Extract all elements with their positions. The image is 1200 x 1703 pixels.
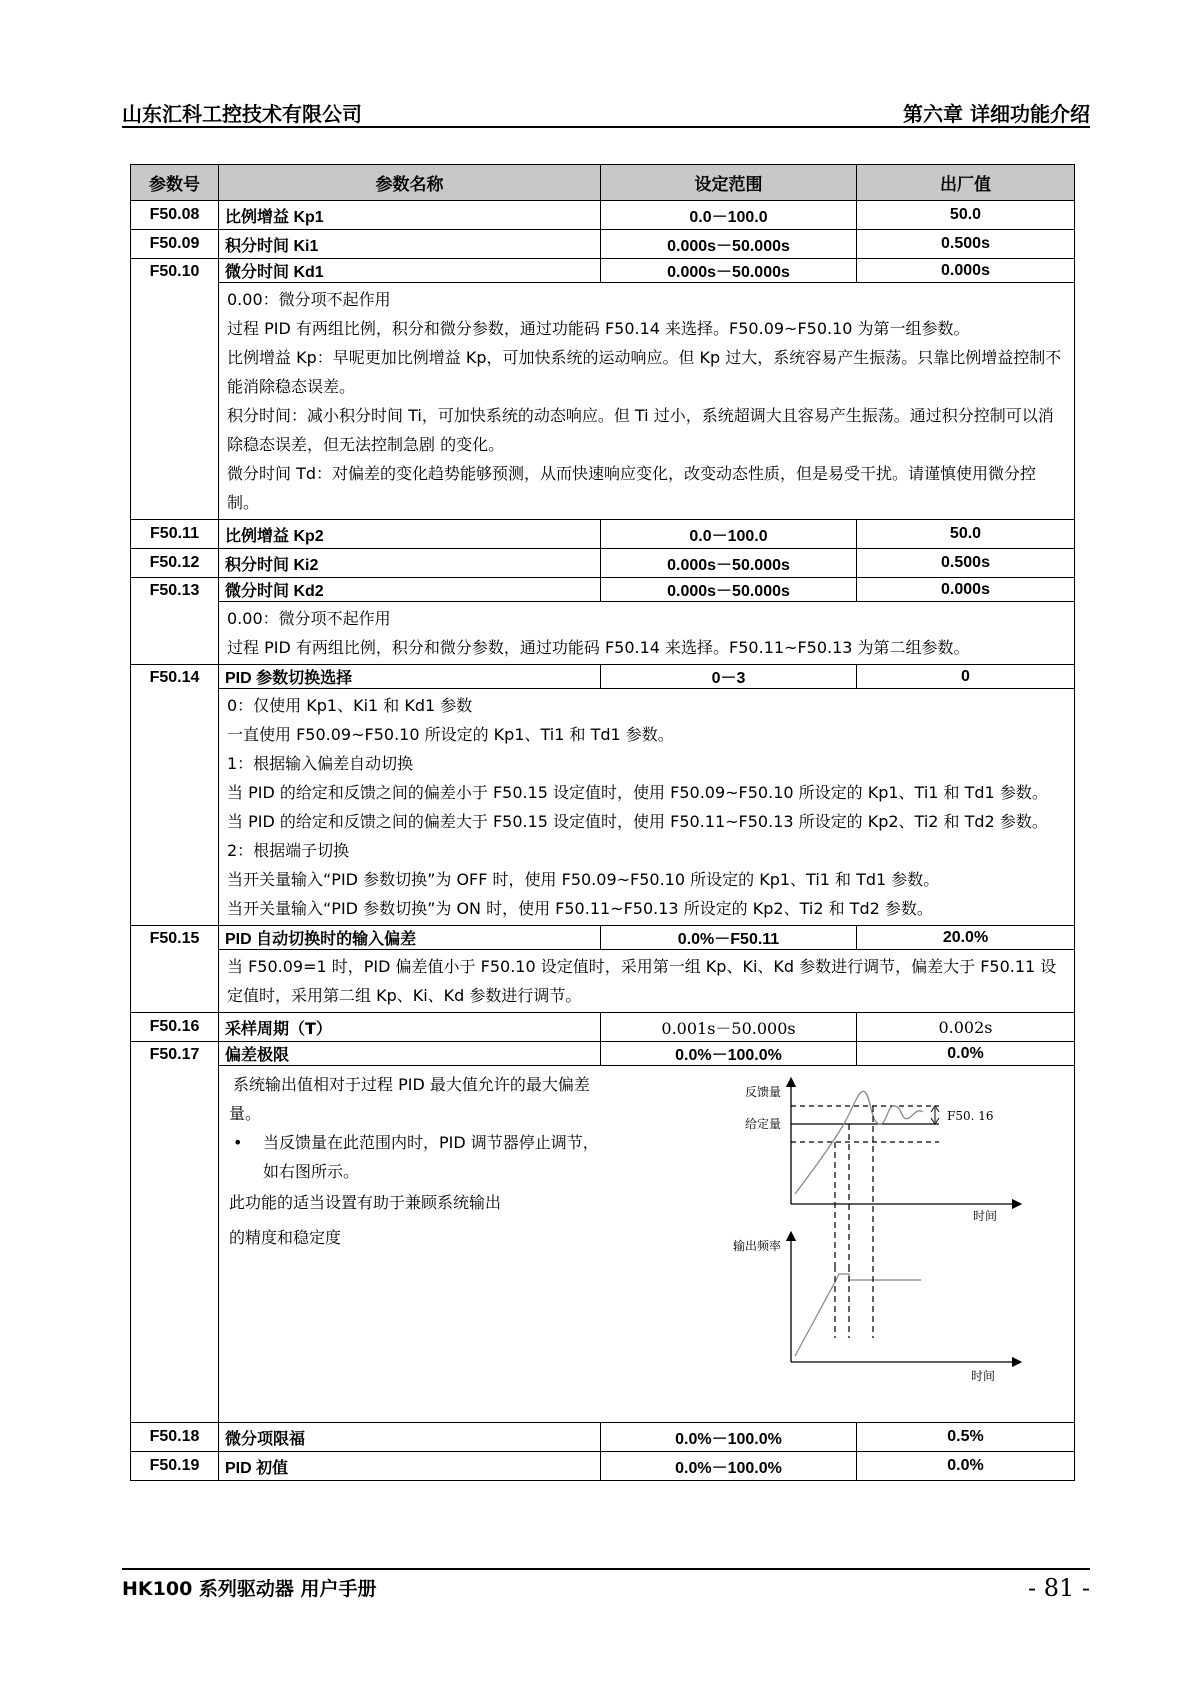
table-row — [131, 520, 1075, 549]
param-range: 0.0%－100.0% — [601, 1423, 857, 1452]
description-line: 比例增益 Kp：早呢更加比例增益 Kp，可加快系统的运动响应。但 Kp 过大，系统容易产生振荡。只靠比例增益控制不能消除稳态误差。 — [227, 348, 1062, 396]
description-row — [131, 689, 1075, 926]
param-default: 0.002s — [857, 1013, 1075, 1042]
description-cell — [219, 950, 1075, 1013]
description-line: 0：仅使用 Kp1、Ki1 和 Kd1 参数 — [227, 696, 473, 715]
description-line: 一直使用 F50.09~F50.10 所设定的 Kp1、Ti1 和 Td1 参数。 — [227, 725, 674, 744]
param-range: 0.0－100.0 — [601, 201, 857, 230]
param-name: 比例增益 Kp2 — [219, 520, 601, 549]
feedback-label: 反馈量 — [744, 1085, 781, 1099]
description-line: 0.00：微分项不起作用 — [227, 609, 391, 628]
param-name: 积分时间 Ki2 — [219, 549, 601, 578]
param-name: 积分时间 Ki1 — [219, 230, 601, 259]
description-line: 1：根据输入偏差自动切换 — [227, 754, 414, 773]
description-cell — [219, 689, 1075, 926]
table-row — [131, 259, 1075, 283]
header-code: 参数号 — [131, 165, 219, 201]
description-line: 当 F50.09=1 时，PID 偏差值小于 F50.10 设定值时，采用第一组 Kp、Ki、Kd 参数进行调节，偏差大于 F50.11 设定值时，采用第二组 Kp、Ki、Kd 参数进行调节。 — [227, 957, 1057, 1005]
param-default: 50.0 — [857, 201, 1075, 230]
time-label-top: 时间 — [973, 1209, 998, 1223]
description-line: 当 PID 的给定和反馈之间的偏差大于 F50.15 设定值时，使用 F50.11~F50.13 所设定的 Kp2、Ti2 和 Td2 参数。 — [227, 812, 1048, 831]
parameter-table — [130, 164, 1075, 1481]
description-line: 过程 PID 有两组比例，积分和微分参数，通过功能码 F50.14 来选择。F50.09~F50.10 为第一组参数。 — [227, 319, 970, 338]
table-row — [131, 549, 1075, 578]
description-row — [131, 950, 1075, 1013]
header-rule — [122, 126, 1090, 128]
table-row — [131, 1013, 1075, 1042]
description-line: 0.00：微分项不起作用 — [227, 290, 391, 309]
param-code: F50.09 — [131, 230, 219, 259]
description-line: 的精度和稳定度 — [229, 1228, 342, 1247]
param-code: F50.16 — [131, 1013, 219, 1042]
param-default: 0.000s — [857, 578, 1075, 602]
param-code: F50.13 — [131, 578, 219, 665]
description-line: 当开关量输入“PID 参数切换”为 OFF 时，使用 F50.09~F50.10 所设定的 Kp1、Ti1 和 Td1 参数。 — [227, 870, 940, 889]
table-header-row — [131, 165, 1075, 201]
param-default: 20.0% — [857, 926, 1075, 950]
param-default: 0.500s — [857, 549, 1075, 578]
table-row — [131, 926, 1075, 950]
description-line: 过程 PID 有两组比例，积分和微分参数，通过功能码 F50.14 来选择。F50.11~F50.13 为第二组参数。 — [227, 638, 970, 657]
param-code: F50.18 — [131, 1423, 219, 1452]
table-row — [131, 1042, 1075, 1066]
param-name: PID 初值 — [219, 1452, 601, 1481]
param-default: 0 — [857, 665, 1075, 689]
param-name: 微分项限福 — [219, 1423, 601, 1452]
description-cell — [219, 283, 1075, 520]
param-default: 0.0% — [857, 1452, 1075, 1481]
param-name: 采样周期（T） — [219, 1013, 601, 1042]
param-range: 0.0%－100.0% — [601, 1452, 857, 1481]
param-default: 0.5% — [857, 1423, 1075, 1452]
table-row — [131, 1452, 1075, 1481]
param-default: 0.000s — [857, 259, 1075, 283]
param-code: F50.11 — [131, 520, 219, 549]
description-row — [131, 602, 1075, 665]
param-range: 0.000s－50.000s — [601, 578, 857, 602]
param-default: 0.500s — [857, 230, 1075, 259]
param-range: 0.000s－50.000s — [601, 259, 857, 283]
description-line: 当开关量输入“PID 参数切换”为 ON 时，使用 F50.11~F50.13 所设定的 Kp2、Ti2 和 Td2 参数。 — [227, 899, 933, 918]
bullet-icon: • — [233, 1133, 243, 1152]
param-range: 0.001s－50.000s — [601, 1013, 857, 1042]
param-range: 0.0－100.0 — [601, 520, 857, 549]
output-frequency-label: 输出频率 — [732, 1239, 781, 1253]
description-cell — [219, 602, 1075, 665]
setpoint-label: 给定量 — [744, 1117, 781, 1131]
param-range: 0.000s－50.000s — [601, 230, 857, 259]
description-line: 微分时间 Td：对偏差的变化趋势能够预测，从而快速响应变化，改变动态性质，但是易受干扰。请谨慎使用微分控制。 — [227, 464, 1037, 512]
page-number: - 81 - — [1027, 1574, 1090, 1602]
description-line: 积分时间：减小积分时间 Ti，可加快系统的动态响应。但 Ti 过小，系统超调大且容易产生振荡。通过积分控制可以消除稳态误差，但无法控制急剧 的变化。 — [227, 406, 1054, 454]
description-line: 当 PID 的给定和反馈之间的偏差小于 F50.15 设定值时，使用 F50.09~F50.10 所设定的 Kp1、Ti1 和 Td1 参数。 — [227, 783, 1048, 802]
param-range: 0－3 — [601, 665, 857, 689]
param-code: F50.15 — [131, 926, 219, 1013]
param-code: F50.08 — [131, 201, 219, 230]
feedback-curve — [795, 1091, 923, 1194]
param-code: F50.19 — [131, 1452, 219, 1481]
description-line: 2：根据端子切换 — [227, 841, 350, 860]
param-range: 0.0%－100.0% — [601, 1042, 857, 1066]
table-row — [131, 665, 1075, 689]
param-code: F50.12 — [131, 549, 219, 578]
description-line: 当反馈量在此范围内时，PID 调节器停止调节，如右图所示。 — [263, 1133, 599, 1181]
deviation-limit-diagram — [709, 1066, 1039, 1416]
table-row — [131, 578, 1075, 602]
param-range: 0.000s－50.000s — [601, 549, 857, 578]
param-code: F50.10 — [131, 259, 219, 520]
time-label-bottom: 时间 — [971, 1369, 996, 1383]
bullet-item — [229, 1128, 609, 1186]
param-default: 50.0 — [857, 520, 1075, 549]
figure-cell — [219, 1066, 1075, 1423]
description-line: 此功能的适当设置有助于兼顾系统输出 — [229, 1193, 502, 1212]
param-range: 0.0%－F50.11 — [601, 926, 857, 950]
header-default: 出厂值 — [857, 165, 1075, 201]
header-range: 设定范围 — [601, 165, 857, 201]
param-code: F50.17 — [131, 1042, 219, 1423]
chapter-title: 第六章 详细功能介绍 — [903, 102, 1090, 126]
description-row — [131, 1066, 1075, 1423]
param-name: 微分时间 Kd1 — [219, 259, 601, 283]
table-row — [131, 201, 1075, 230]
footer-rule — [122, 1568, 1090, 1570]
description-row — [131, 283, 1075, 520]
param-default: 0.0% — [857, 1042, 1075, 1066]
table-row — [131, 230, 1075, 259]
f5016-label: F50. 16 — [947, 1109, 994, 1123]
manual-title: HK100 系列驱动器 用户手册 — [122, 1578, 377, 1600]
figure-description — [229, 1070, 609, 1252]
param-code: F50.14 — [131, 665, 219, 926]
company-name: 山东汇科工控技术有限公司 — [122, 102, 362, 126]
table-row — [131, 1423, 1075, 1452]
output-curve — [795, 1274, 921, 1356]
param-name: 偏差极限 — [219, 1042, 601, 1066]
param-name: PID 自动切换时的输入偏差 — [219, 926, 601, 950]
param-name: PID 参数切换选择 — [219, 665, 601, 689]
param-name: 比例增益 Kp1 — [219, 201, 601, 230]
header-name: 参数名称 — [219, 165, 601, 201]
param-name: 微分时间 Kd2 — [219, 578, 601, 602]
description-line: 系统输出值相对于过程 PID 最大值允许的最大偏差量。 — [229, 1075, 590, 1123]
